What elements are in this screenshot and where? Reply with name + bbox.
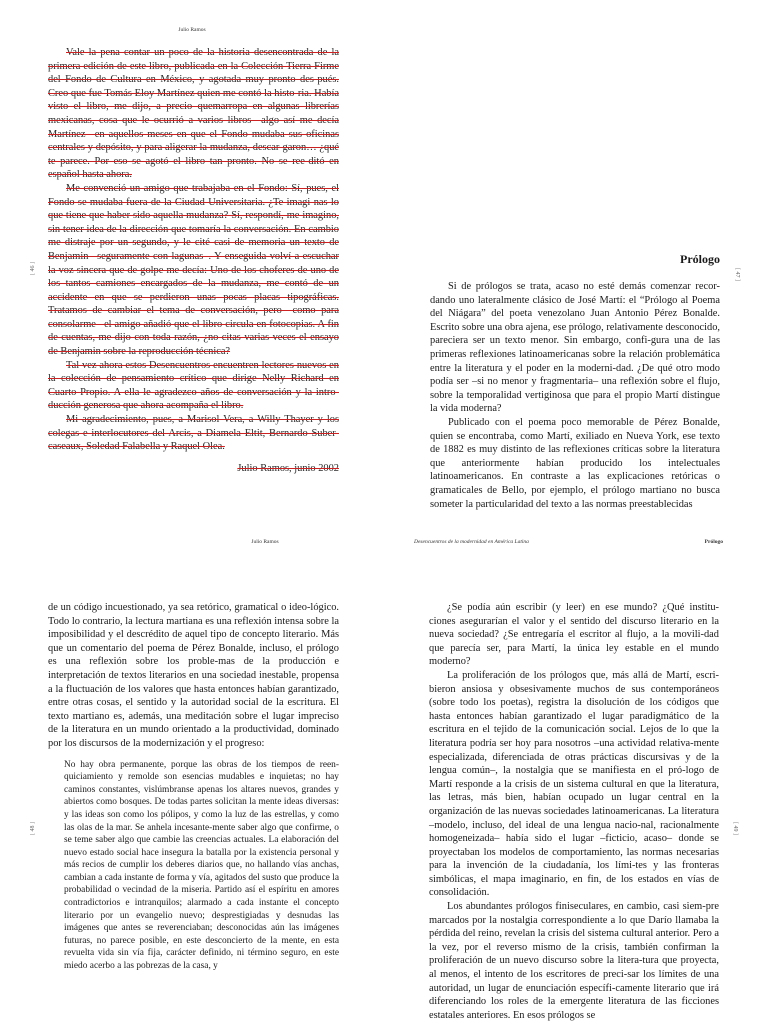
paragraph: Si de prólogos se trata, acaso no esté demás comenzar recor-dando uno lateralmente clásico de José Martí: el “Prólogo al Poema del Niágara” del poeta venezolano Juan Antonio Pérez Bonalde. Escrito sobre una obra ajena, ese prólogo, relativamente desconocido, pareciera ser un texto menor. Sin embargo, confi-gura una de las primeras reflexiones latinoamericanas sobre la relación problemática entre la literatura y el poder en la moderni-dad. ¿De qué otro modo podía ser –si no menor y fragmentaria– una reflexión sobre el flujo, sobre la temporalidad vertiginosa que para el propio Martí distingue la vida moderna? <box>430 281 720 415</box>
page-49 <box>384 512 768 1024</box>
page-number: [ 46 ] <box>30 262 36 275</box>
running-head-title: Desencuentros de la modernidad en América Latina <box>414 539 529 545</box>
chapter-heading: Prólogo <box>680 252 720 266</box>
quote-text: No hay obra permanente, porque las obras de los tiempos de reen-quiciamiento y remolde son esencias mudables e inquietas; no hay caminos constantes, vislúmbranse apenas los altares nuevos, grandes y abiertos como bosques. De todas partes solicitan la mente ideas diversas: y las ideas son como los pólipos, y como la luz de las estrellas, y como las olas de la mar. Se anhela incesante-mente saber algo que confirme, o se teme saber algo que cambie las creencias actuales. La elaboración del nuevo estado social hace insegura la batalla por la existencia personal y más recios de cumplir los deberes diarios que, no hallando vías anchas, cambian a cada instante de forma y vía, agitados del susto que produce la probabilidad o vecindad de la miseria. Partido así el espíritu en amores contradictorios e intranquilos; alarmado a cada instante el concepto literario por un evangelio nuevo; desprestigiadas y desnudas las imágenes que antes se reverenciaban; desconocidas aún las imágenes futuras, no parece posible, en este desconcierto de la mente, en esta revuelta vida sin vía fija, carácter definido, ni término seguro, en este miedo acerbo a las pobrezas de la casa, y <box>64 759 339 972</box>
paragraph: de un código incuestionado, ya sea retórico, gramatical o ideo-lógico. Todo lo contrario, la lectura martiana es una reflexión intensa sobre la imposibilidad y el descrédito de aquel tipo de concepto literario. Más que un comentario del poema de Pérez Bonalde, incluso, el prólogo es una reflexión sobre los proble-mas de la producción e interpretación de textos literarios en una sociedad inestable, propensa a la fluctuación de los valores que hasta entonces habían garantizado, entre otras cosas, el sentido y la autoridad social de la escritura. El texto martiano es, además, una meditación sobre el lugar impreciso de la literatura en un mundo orientado a la productividad, dominado por los discursos de la modernización y el progreso: <box>48 602 339 749</box>
spread-bottom <box>0 512 768 1024</box>
body-text <box>48 601 339 973</box>
page-46 <box>0 0 384 512</box>
signature: Julio Ramos, junio 2002 <box>237 462 339 474</box>
running-head: Julio Ramos <box>251 539 279 545</box>
block-quote <box>48 759 339 973</box>
paragraph: Me convenció un amigo que trabajaba en el Fondo: Sí, pues, el Fondo se mudaba fuera de la Ciudad Universitaria. ¿Te imagi-nas lo que tiene que haber sido aquella mudanza? Sí, respondí, me imagino, sin tener idea de la dirección que tomaría la conversación. En cambio me distraje por un segundo, y le cité casi de memoria un texto de Benjamin –seguramente con lagunas–. Y enseguida volví a escuchar la voz sincera que de golpe me decía: Uno de los choferes de uno de los tantos camiones encargados de la mudanza, me contó de un accidente en que se perdieron unas pocas placas tipográficas. Tratamos de cambiar el tema de conversación, pero –como para consolarme– el amigo añadió que el libro circula en fotocopias. A fin de cuentas, me dijo con toda razón, ¿no citas varias veces el ensayo de Benjamin sobre la reproducción técnica? <box>48 182 339 358</box>
running-head-section: Prólogo <box>704 539 723 545</box>
page-47 <box>384 0 768 512</box>
running-head: Julio Ramos <box>178 27 206 33</box>
paragraph: Mi agradecimiento, pues, a Marisol Vera, a Willy Thayer y los colegas e interlocutores del Arcis, a Diamela Eltit, Bernardo Suber-caseaux, Soledad Falabella y Raquel Olea. <box>48 414 339 453</box>
paragraph: Los abundantes prólogos finiseculares, en cambio, casi siem-pre marcados por la nostalgia correspondiente a lo que Darío llamaba la pérdida del reino, revelan la crisis del sistema cultural anterior. Pero a la vez, por el reverso mismo de la crisis, también confirman la proliferación de un nuevo discurso sobre la litera-tura que proyecta, al menos, el intento de los escritores de preci-sar los límites de una autoridad, un lugar de enunciación específi-camente literario que irá diferenciando los roles de la emergente literatura de las ficciones estatales anteriores. En esos prólogos se <box>429 901 719 1021</box>
body-text <box>430 280 720 511</box>
page-number: [ 49 ] <box>732 822 738 835</box>
page-number: [ 47 ] <box>734 268 740 281</box>
struck-text-block <box>48 46 339 475</box>
paragraph: Vale la pena contar un poco de la historia desencontrada de la primera edición de este libro, publicada en la Colección Tierra Firme del Fondo de Cultura en México, y agotada muy pronto des-pués. Creo que fue Tomás Eloy Martínez quien me contó la histo-ria. Había visto el libro, me dijo, a precio quemarropa en algunas librerías mexicanas, cosa que le ocurrió a varios libros –algo así me decía Martínez– en aquellos meses en que el Fondo mudaba sus oficinas centrales y depósito, y para aligerar la mudanza, descar-garon… ¿qué te parece. Por eso se agotó el libro tan pronto. No se ree-ditó en español hasta ahora. <box>48 47 339 181</box>
page-number: [ 48 ] <box>30 822 36 835</box>
paragraph: Publicado con el poema poco memorable de Pérez Bonalde, quien se encontraba, como Martí, exiliado en Nueva York, ese texto de 1882 es muy distinto de las reflexiones críticas sobre la literatura que anteriormente habían producido los intelectuales latinoamericanos. En contraste a las explicaciones retóricas o gramaticales de Bello, por ejemplo, el prólogo martiano no busca someter la particularidad del texto a las normas preestablecidas <box>430 416 720 510</box>
body-text <box>429 601 719 1022</box>
page-48 <box>0 512 384 1024</box>
paragraph: ¿Se podía aún escribir (y leer) en ese mundo? ¿Qué institu-ciones asegurarían el valor y el sentido del discurso literario en la nueva sociedad? ¿Se entregaría el escritor al flujo, a la movili-dad que parecía ser, para Martí, la única ley estable en el mundo moderno? <box>429 602 719 668</box>
paragraph: La proliferación de los prólogos que, más allá de Martí, escri-bieron ansiosa y obsesivamente muchos de sus contemporáneos (sobre todo los poetas), registra la disolución de los códigos que hasta entonces habían garantizado el lugar paradigmático de la escritura en el tejido de la comunicación social. Lejos de lo que la literatura podría ser hoy para nosotros –una actividad relativa-mente especializada, diferenciada de otras prácticas discursivas y de la lengua común–, la nostalgia que se manifiesta en el pró-logo de Martí responde a la crisis de un sistema cultural en que la literatura, las letras, más bien, habían ocupado un lugar central en la organización de las nuevas sociedades latinoamericanas. La literatura –modelo, incluso, del ideal de una lengua nacio-nal, racionalmente homogeneizada– había sido el lugar –ficticio, acaso– donde se proyectaban los modelos de comportamiento, las normas necesarias para la invención de la ciudadanía, los lími-tes y las fronteras simbólicas, el mapa imaginario, en fin, de los estados en vías de consolidación. <box>429 669 719 899</box>
paragraph: Tal vez ahora estos Desencuentros encuentren lectores nuevos en la colección de pensamiento crítico que dirige Nelly Richard en Cuarto Propio. A ella le agradezco años de conversación y la intro-ducción generosa que ahora acompaña el libro. <box>48 359 339 412</box>
